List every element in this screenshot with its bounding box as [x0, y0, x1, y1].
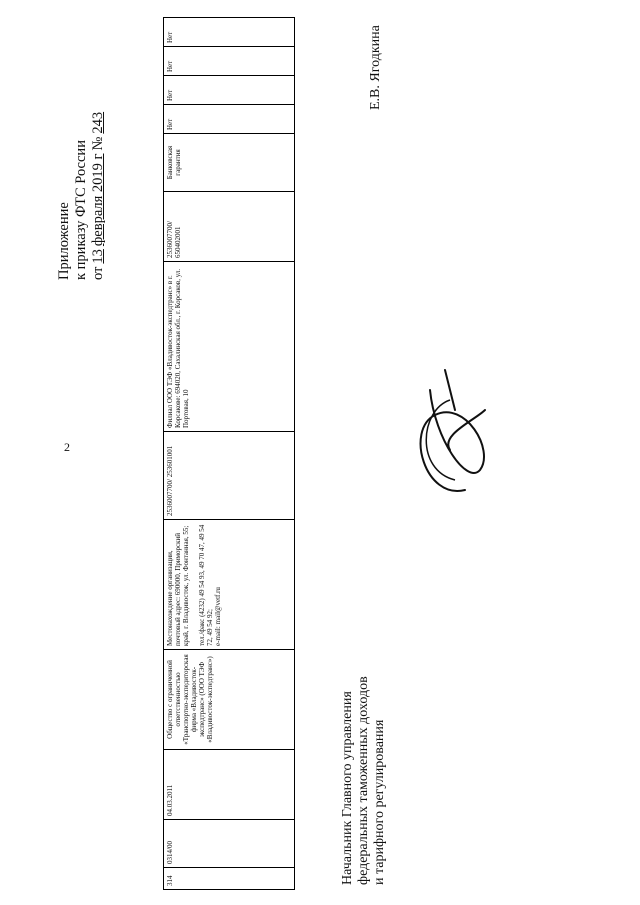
- cell-col-b: Нет: [164, 76, 295, 105]
- registry-table: [163, 17, 295, 890]
- cell-col-a: Нет: [164, 105, 295, 134]
- cell-date: 04.03.2011: [164, 750, 295, 820]
- position-line-3: и тарифного регулирования: [372, 719, 387, 885]
- cell-guarantee: Банковская гарантия: [164, 134, 295, 192]
- table-row: [164, 18, 295, 890]
- cell-org-name: Общество с ограниченной ответственностью «Транспортно-экспедиторская фирма «Владивосток-экспедтранс» (ООО ТЭФ «Владивосток-экспедтранс»): [164, 650, 295, 750]
- order-day: 13: [90, 249, 106, 264]
- cell-col-c: Нет: [164, 47, 295, 76]
- signatory-name: Е.В. Ягодкина: [368, 25, 383, 110]
- cell-branch: Филиал ООО ТЭФ «Владивосток-экспедтранс» в г. Корсакове: 694020, Сахалинская обл., г. Корсаков, ул. Портовая, 10: [164, 262, 295, 432]
- appendix-title: Приложение: [56, 202, 72, 280]
- appendix-order-ref: к приказу ФТС России: [73, 140, 89, 280]
- cell-index: 314: [164, 868, 295, 890]
- order-prefix: от: [90, 266, 106, 280]
- page-number: 2: [64, 440, 70, 454]
- handwritten-signature: [395, 360, 515, 510]
- cell-reg-number: 0314/00: [164, 820, 295, 868]
- cell-location: Местонахождение организации, почтовый адрес: 690000, Приморский край, г. Владивосток, ул. Фонтанная, 55; тел./факс (4232) 49 54 93, 49 70 47, 49 54 72, 49 54 92; e-mail: mail@vetf.ru: [164, 520, 295, 650]
- position-line-2: федеральных таможенных доходов: [356, 676, 371, 885]
- cell-inn-kpp: 2536007700/ 253601001: [164, 432, 295, 520]
- signatory-position: [340, 676, 388, 885]
- appendix-header: [56, 20, 107, 280]
- order-number: 243: [90, 111, 106, 134]
- order-month-year: февраля 2019 г: [90, 153, 106, 247]
- appendix-order-date: [90, 20, 107, 280]
- cell-branch-inn-kpp: 2536007700/ 650402001: [164, 192, 295, 262]
- cell-col-d: Нет: [164, 18, 295, 47]
- order-number-sign: №: [90, 136, 106, 151]
- position-line-1: Начальник Главного управления: [340, 691, 355, 885]
